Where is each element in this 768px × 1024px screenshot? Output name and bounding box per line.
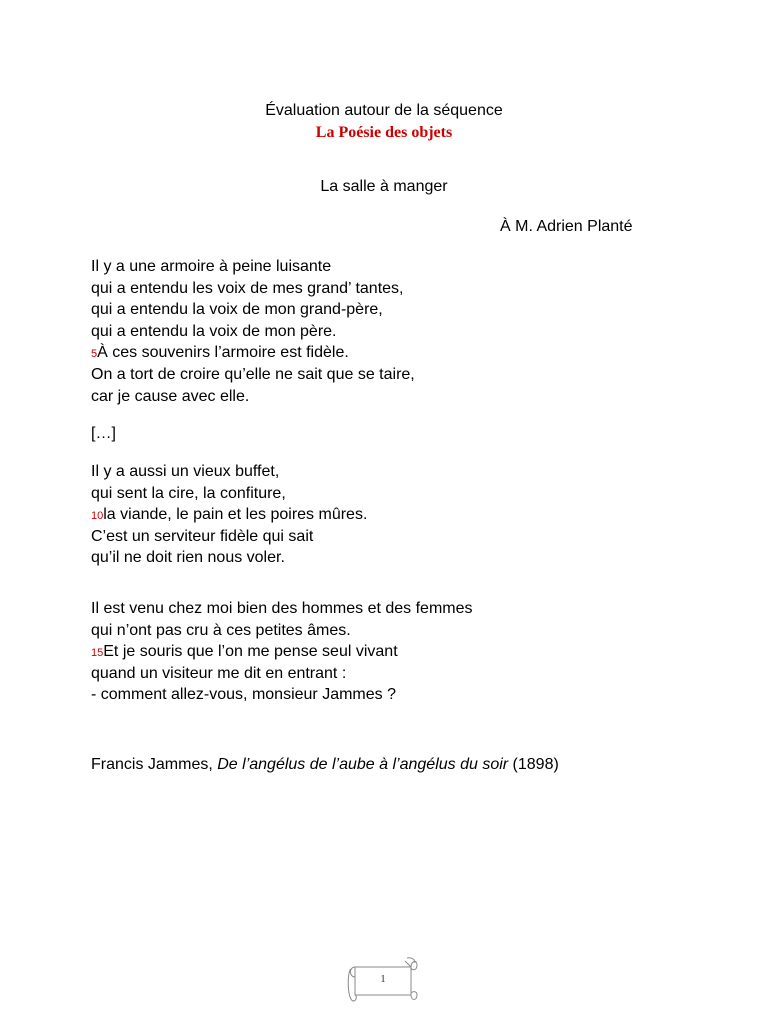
- line-text: À ces souvenirs l’armoire est fidèle.: [97, 344, 349, 362]
- poem-line: [91, 300, 415, 322]
- stanza-2: [91, 462, 367, 570]
- poem-line: [91, 642, 473, 664]
- poem-line: [91, 343, 415, 365]
- line-number: 5: [91, 348, 98, 361]
- line-text: C’est un serviteur fidèle qui sait: [91, 527, 314, 545]
- line-text: qui sent la cire, la confiture,: [91, 484, 286, 502]
- line-text: quand un visiteur me dit en entrant :: [91, 664, 347, 682]
- poem-line: [91, 387, 415, 409]
- source-author: Francis Jammes,: [91, 756, 218, 773]
- line-text: car je cause avec elle.: [91, 387, 250, 405]
- poem-line: [91, 527, 367, 549]
- poem-source: [91, 756, 559, 774]
- line-text: qui a entendu la voix de mon père.: [91, 322, 337, 340]
- poem-line: [91, 462, 367, 484]
- poem-line: [91, 685, 473, 707]
- document-title: Évaluation autour de la séquence: [265, 102, 503, 119]
- poem-line: [91, 548, 367, 570]
- source-work-title: De l’angélus de l’aube à l’angélus du soir: [217, 756, 509, 773]
- poem-line: [91, 257, 415, 279]
- stanza-3: [91, 599, 473, 707]
- page-number-scroll: [345, 955, 421, 1005]
- poem-title: La salle à manger: [320, 178, 448, 195]
- page-number: 1: [380, 973, 386, 985]
- line-text: Et je souris que l’on me pense seul vivant: [103, 643, 398, 661]
- poem-line: [91, 484, 367, 506]
- line-text: qui n’ont pas cru à ces petites âmes.: [91, 621, 351, 639]
- line-number: 10: [91, 510, 104, 523]
- poem-line: [91, 505, 367, 527]
- line-text: Il est venu chez moi bien des hommes et des femmes: [91, 600, 473, 617]
- poem-line: [91, 664, 473, 686]
- stanza-1: [91, 257, 415, 408]
- poem-line: [91, 279, 415, 301]
- poem-line: [91, 599, 473, 621]
- poem-line: [91, 365, 415, 387]
- poem-line: [91, 621, 473, 643]
- line-text: qui a entendu la voix de mon grand-père,: [91, 301, 383, 319]
- sequence-subtitle: La Poésie des objets: [315, 124, 453, 141]
- line-text: la viande, le pain et les poires mûres.: [103, 506, 368, 524]
- line-text: - comment allez-vous, monsieur Jammes ?: [91, 686, 396, 704]
- line-text: Il y a une armoire à peine luisante: [91, 258, 332, 275]
- line-text: qu’il ne doit rien nous voler.: [91, 549, 285, 567]
- line-number: 15: [91, 647, 104, 660]
- line-text: Il y a aussi un vieux buffet,: [91, 463, 280, 480]
- omission-marker: […]: [91, 425, 116, 442]
- poem-line: [91, 322, 415, 344]
- source-year: (1898): [508, 756, 559, 773]
- line-text: On a tort de croire qu’elle ne sait que se taire,: [91, 365, 415, 383]
- line-text: qui a entendu les voix de mes grand’ tantes,: [91, 279, 404, 297]
- poem-dedication: À M. Adrien Planté: [500, 218, 633, 235]
